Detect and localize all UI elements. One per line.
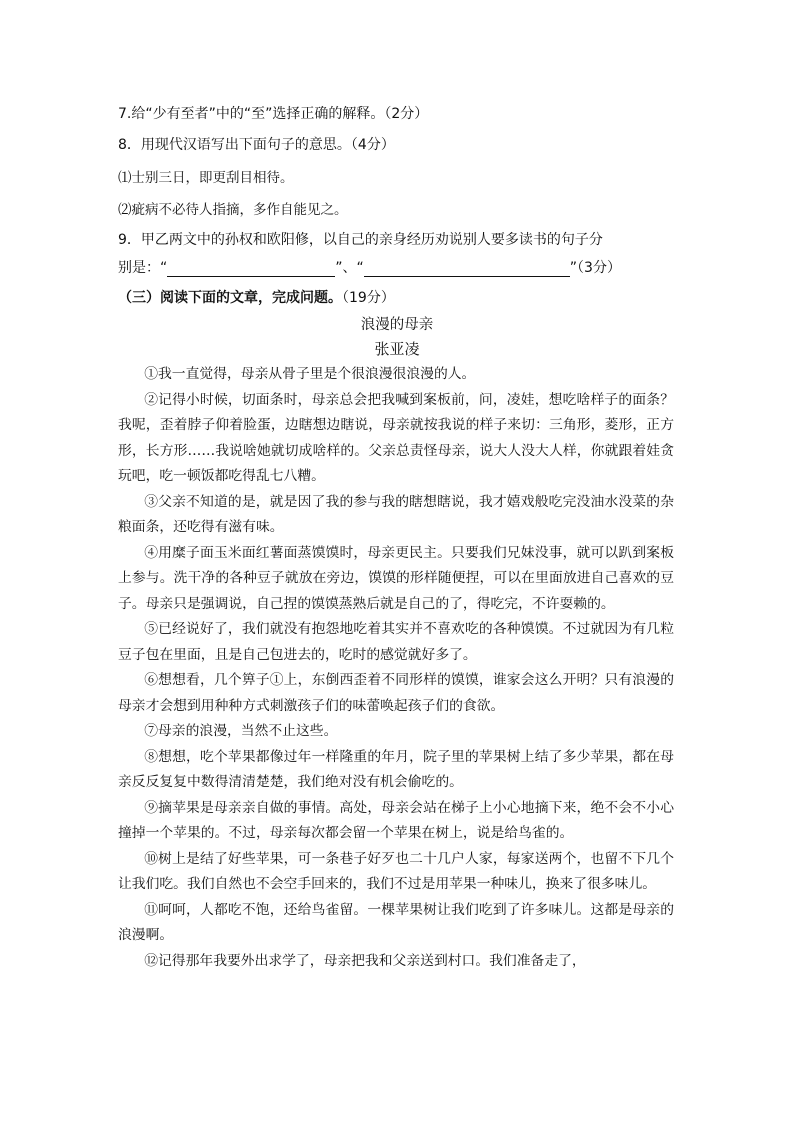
paragraph: ⑦母亲的浪漫，当然不止这些。 — [144, 723, 338, 739]
answer-blank-2[interactable] — [364, 262, 570, 277]
article-body — [118, 362, 674, 974]
q9-suffix: ”（3分） — [569, 260, 621, 276]
paragraph: ②记得小时候，切面条时，母亲总会把我喊到案板前，问，凌娃，想吃啥样子的面条？我呢，歪着脖子仰着脸蛋，边瞎想边瞎说，母亲就按我说的样子来切：三角形，菱形，正方形，长方形……我说啥她就切成啥样的。父亲总责怪母亲，说大人没大人样，你就跟着娃贪玩吧，吃一顿饭都吃得乱七八糟。 — [118, 391, 674, 484]
section-points: （19分） — [342, 290, 395, 306]
q9-separator: ”、“ — [335, 260, 364, 276]
article-title: 浪漫的母亲 — [360, 317, 434, 333]
paragraph: ⑤已经说好了，我们就没有抱怨地吃着其实并不喜欢吃的各种馍馍。不过就因为有几粒豆子包在里面，且是自己包进去的，吃时的感觉就好多了。 — [118, 621, 674, 663]
paragraph: ⑩树上是结了好些苹果，可一条巷子好歹也二十几户人家，每家送两个，也留不下几个让我们吃。我们自然也不会空手回来的，我们不过是用苹果一种味儿，换来了很多味儿。 — [118, 850, 674, 892]
q9-prefix: 别是：“ — [118, 260, 168, 276]
paragraph: ①我一直觉得，母亲从骨子里是个很浪漫很浪漫的人。 — [144, 366, 476, 382]
paragraph: ⑪呵呵，人都吃不饱，还给鸟雀留。一棵苹果树让我们吃到了许多味儿。这都是母亲的浪漫啊。 — [118, 901, 674, 943]
question-7: 7.给“少有至者”中的“至”选择正确的解释。（2分） — [118, 106, 429, 122]
article-author: 张亚凌 — [374, 340, 420, 358]
paragraph: ③父亲不知道的是，就是因了我的参与我的瞎想瞎说，我才嬉戏般吃完没油水没菜的杂粮面条，还吃得有滋有味。 — [118, 493, 674, 535]
paragraph: ④用糜子面玉米面红薯面蒸馍馍时，母亲更民主。只要我们兄妹没事，就可以趴到案板上参与。洗干净的各种豆子就放在旁边，馍馍的形样随便捏，可以在里面放进自己喜欢的豆子。母亲只是强调说，自己捏的馍馍蒸熟后就是自己的了，得吃完，不许耍赖的。 — [118, 544, 674, 612]
answer-blank-1[interactable] — [167, 262, 335, 277]
question-9: 9．甲乙两文中的孙权和欧阳修，以自己的亲身经历劝说别人要多读书的句子分 — [118, 232, 603, 248]
question-9-answer-line — [118, 257, 621, 277]
paragraph: ⑥想想看，几个箅子①上，东倒西歪着不同形样的馍馍，谁家会这么开明？只有浪漫的母亲才会想到用种种方式刺激孩子们的味蕾唤起孩子们的食欲。 — [118, 672, 674, 714]
question-8: 8．用现代汉语写出下面句子的意思。（4分） — [118, 137, 395, 153]
question-8-item-1: ⑴士别三日，即更刮目相待。 — [118, 170, 294, 186]
section-heading-text: （三）阅读下面的文章，完成问题。 — [118, 290, 342, 306]
paragraph: ⑨摘苹果是母亲亲自做的事情。高处，母亲会站在梯子上小心地摘下来，绝不会不小心撞掉一个苹果的。不过，母亲每次都会留一个苹果在树上，说是给鸟雀的。 — [118, 799, 674, 841]
paragraph: ⑫记得那年我要外出求学了，母亲把我和父亲送到村口。我们准备走了， — [144, 952, 586, 969]
section-heading — [118, 287, 395, 307]
question-8-item-2: ⑵疵病不必待人指摘，多作自能见之。 — [118, 202, 348, 218]
paragraph: ⑧想想，吃个苹果都像过年一样隆重的年月，院子里的苹果树上结了多少苹果，都在母亲反反复复中数得清清楚楚，我们绝对没有机会偷吃的。 — [118, 748, 674, 790]
